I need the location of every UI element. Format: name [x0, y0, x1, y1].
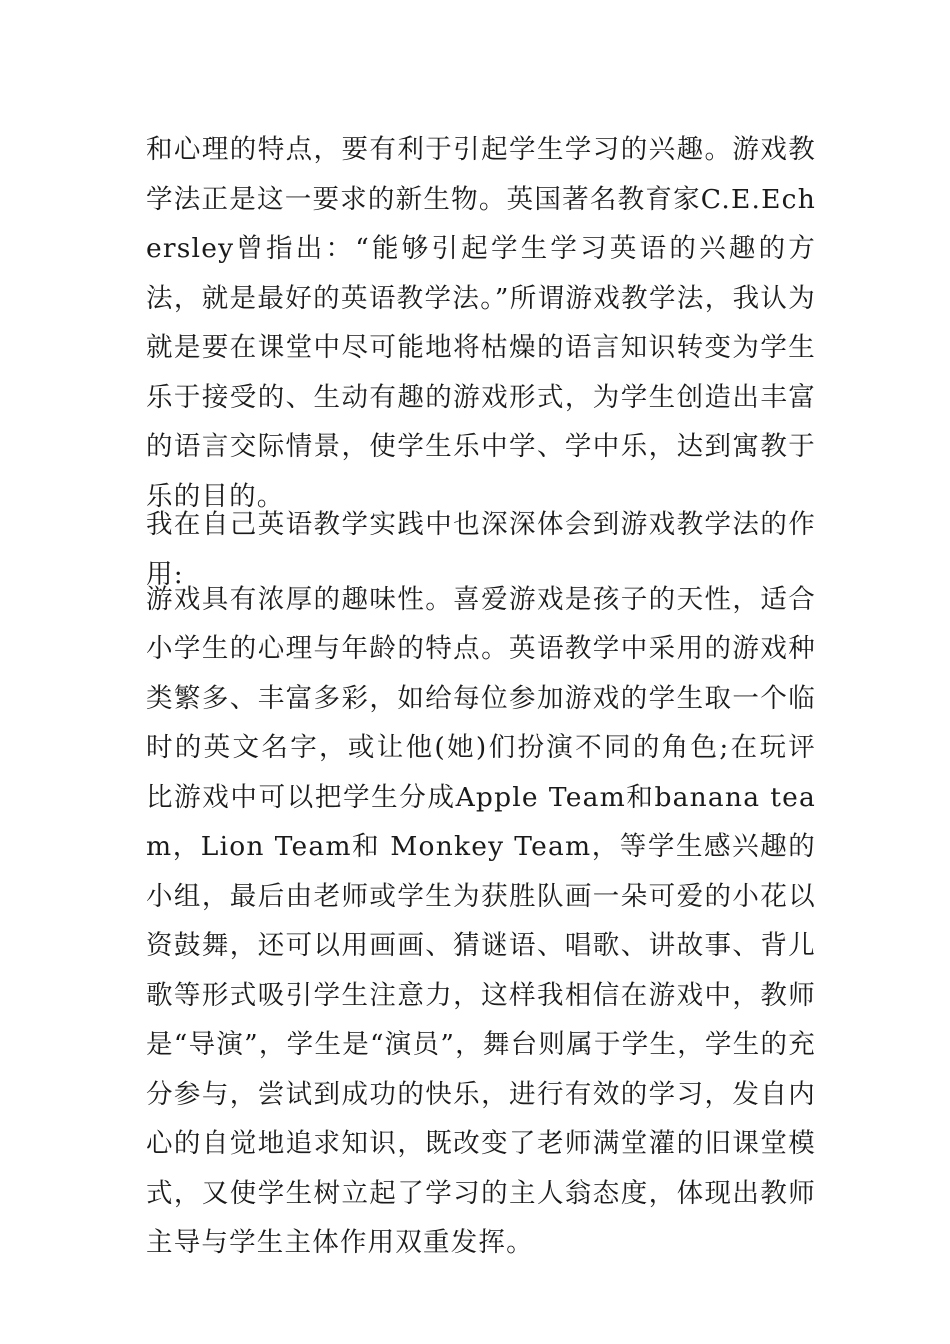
- paragraph-practice-experience: 我在自己英语教学实践中也深深体会到游戏教学法的作用:: [146, 509, 816, 590]
- paragraph-game-interest: 游戏具有浓厚的趣味性。喜爱游戏是孩子的天性，适合小学生的心理与年龄的特点。英语教学中采用的游戏种类繁多、丰富多彩，如给每位参加游戏的学生取一个临时的英文名字，或让他(她)们扮演不同的角色;在玩评比游戏中可以把学生分成Apple Team和banana team，Lion Team和 Monkey Team，等学生感兴趣的小组，最后由老师或学生为获胜队画一朵可爱的小花以资鼓舞，还可以用画画、猜谜语、唱歌、讲故事、背儿歌等形式吸引学生注意力，这样我相信在游戏中，教师是“导演”，学生是“演员”，舞台则属于学生，学生的充分参与，尝试到成功的快乐，进行有效的学习，发自内心的自觉地追求知识，既改变了老师满堂灌的旧课堂模式，又使学生树立起了学习的主人翁态度，体现出教师主导与学生主体作用双重发挥。: [146, 583, 816, 1258]
- document-body: [146, 125, 816, 1268]
- paragraph-game-teaching-method: 和心理的特点，要有利于引起学生学习的兴趣。游戏教学法正是这一要求的新生物。英国著名教育家C.E.Echersley曾指出：“能够引起学生学习英语的兴趣的方法，就是最好的英语教学法。”所谓游戏教学法，我认为就是要在课堂中尽可能地将枯燥的语言知识转变为学生乐于接受的、生动有趣的游戏形式，为学生创造出丰富的语言交际情景，使学生乐中学、学中乐，达到寓教于乐的目的。: [146, 134, 816, 512]
